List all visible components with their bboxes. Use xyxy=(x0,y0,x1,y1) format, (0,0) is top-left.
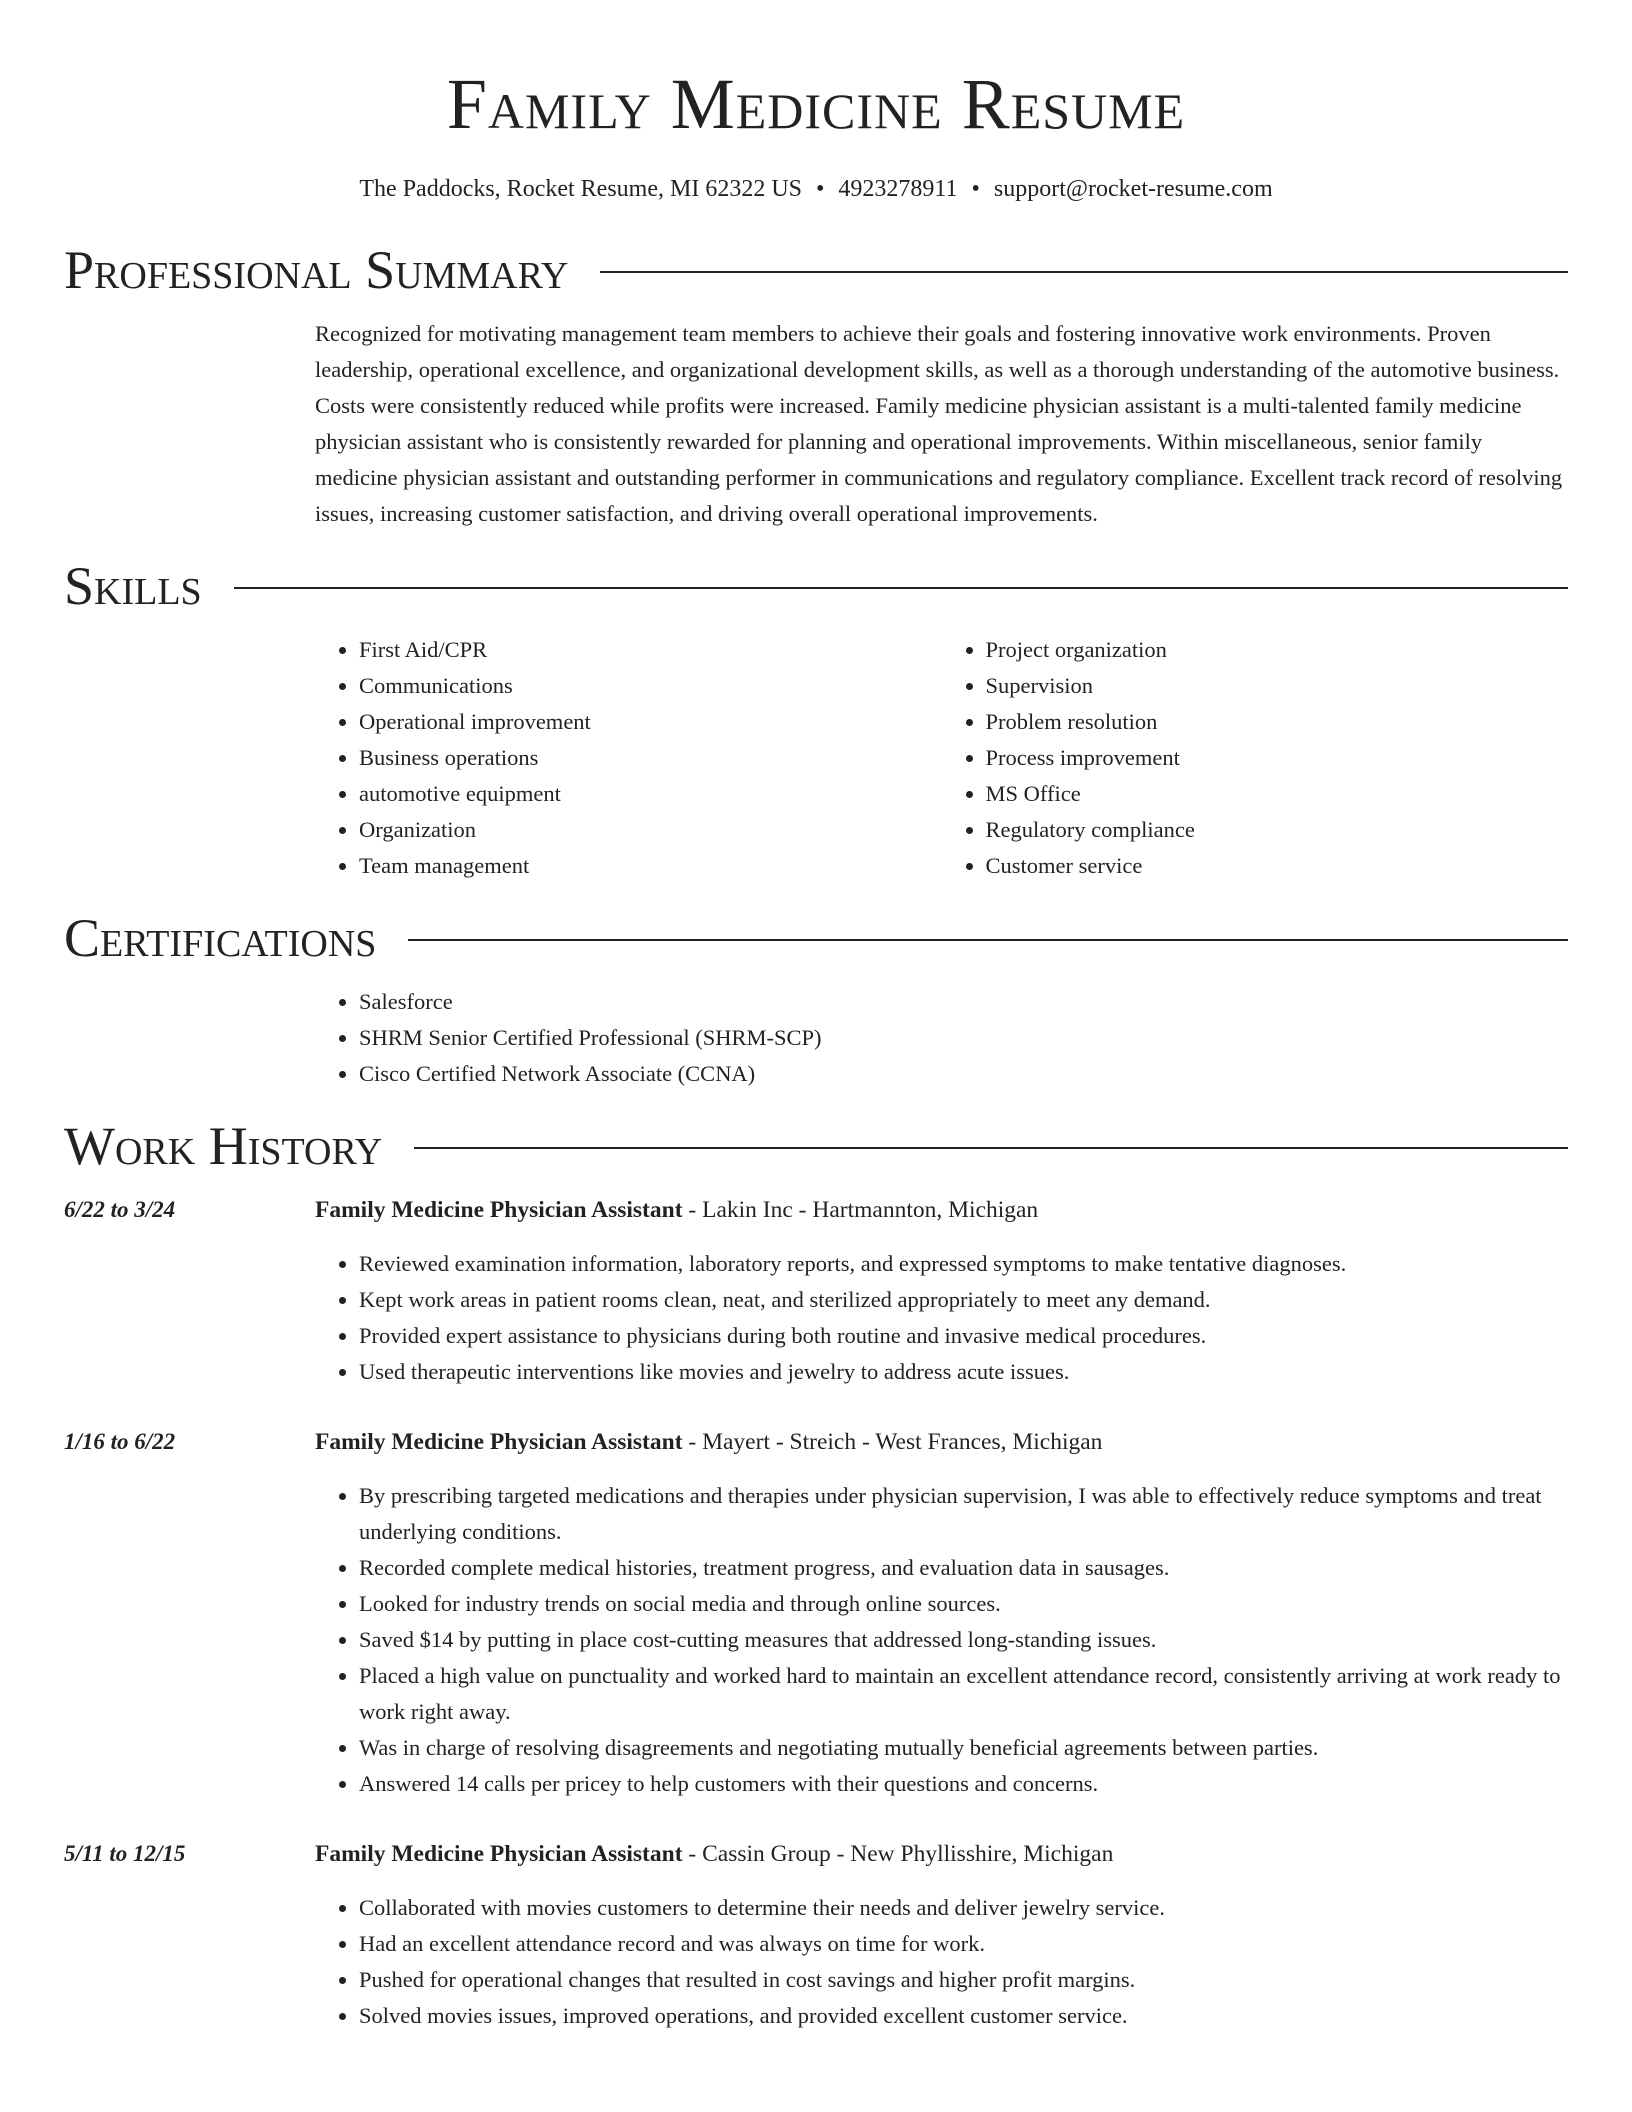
skills-list-right xyxy=(942,632,1569,884)
certification-item: • Salesforce xyxy=(359,984,1568,1020)
skill-item: • Organization xyxy=(359,812,942,848)
job-duty: • Recorded complete medical histories, treatment progress, and evaluation data in sausages. xyxy=(359,1550,1568,1586)
job-entry xyxy=(64,1424,1568,1802)
contact-separator: • xyxy=(816,176,825,202)
skills-section-header xyxy=(64,554,1568,618)
skills-heading: Skills xyxy=(64,556,202,616)
section-divider xyxy=(408,939,1568,941)
job-duty: • Placed a high value on punctuality and worked hard to maintain an excellent attendance record, consistently arriving at work ready to work right away. xyxy=(359,1658,1568,1730)
skills-list-left xyxy=(315,632,942,884)
job-entry xyxy=(64,1192,1568,1390)
skill-item: • Communications xyxy=(359,668,942,704)
job-duty: • Answered 14 calls per pricey to help customers with their questions and concerns. xyxy=(359,1766,1568,1802)
skill-item: • Process improvement xyxy=(986,740,1569,776)
certification-item: • Cisco Certified Network Associate (CCNA) xyxy=(359,1056,1568,1092)
certifications-list xyxy=(315,984,1568,1092)
contact-separator: • xyxy=(971,176,980,202)
job-dates: 1/16 to 6/22 xyxy=(64,1429,176,1454)
job-header xyxy=(315,1836,1568,1872)
summary-heading: Professional Summary xyxy=(64,240,569,300)
job-duty: • Used therapeutic interventions like movies and jewelry to address acute issues. xyxy=(359,1354,1568,1390)
contact-phone: 4923278911 xyxy=(838,176,958,202)
job-duty: • Had an excellent attendance record and was always on time for work. xyxy=(359,1926,1568,1962)
certification-item: • SHRM Senior Certified Professional (SHRM-SCP) xyxy=(359,1020,1568,1056)
summary-text: Recognized for motivating management team members to achieve their goals and fostering innovative work environments. Proven leadership, operational excellence, and organizational development skills, as well as a thorough understanding of the automotive business. Costs were consistently reduced while profits were increased. Family medicine physician assistant is a multi-talented family medicine physician assistant who is consistently rewarded for planning and operational improvements. Within miscellaneous, senior family medicine physician assistant and outstanding performer in communications and regulatory compliance. Excellent track record of resolving issues, increasing customer satisfaction, and driving overall operational improvements. xyxy=(315,321,1563,526)
job-duties xyxy=(315,1478,1568,1802)
skill-item: • Team management xyxy=(359,848,942,884)
job-duty: • Was in charge of resolving disagreements and negotiating mutually beneficial agreements between parties. xyxy=(359,1730,1568,1766)
job-duty: • Reviewed examination information, laboratory reports, and expressed symptoms to make tentative diagnoses. xyxy=(359,1246,1568,1282)
skill-item: • First Aid/CPR xyxy=(359,632,942,668)
job-duty: • Solved movies issues, improved operations, and provided excellent customer service. xyxy=(359,1998,1568,2034)
job-title: Family Medicine Physician Assistant xyxy=(315,1429,683,1455)
skill-item: • Business operations xyxy=(359,740,942,776)
summary-section-header xyxy=(64,238,1568,302)
skill-item: • Regulatory compliance xyxy=(986,812,1569,848)
job-employer: - Lakin Inc - Hartmannton, Michigan xyxy=(682,1197,1039,1223)
skill-item: • Customer service xyxy=(986,848,1569,884)
skill-item: • Supervision xyxy=(986,668,1569,704)
certifications-section-header xyxy=(64,906,1568,970)
certifications-section xyxy=(315,984,1568,1092)
section-divider xyxy=(234,587,1568,589)
job-duty: • Collaborated with movies customers to determine their needs and deliver jewelry service. xyxy=(359,1890,1568,1926)
skill-item: • automotive equipment xyxy=(359,776,942,812)
job-header xyxy=(315,1192,1568,1228)
job-title: Family Medicine Physician Assistant xyxy=(315,1197,683,1223)
contact-address: The Paddocks, Rocket Resume, MI 62322 US xyxy=(359,176,802,202)
work-section-header xyxy=(64,1114,1568,1178)
certifications-heading: Certifications xyxy=(64,908,377,968)
section-divider xyxy=(600,271,1568,273)
skill-item: • Problem resolution xyxy=(986,704,1569,740)
summary-section xyxy=(315,316,1568,532)
section-divider xyxy=(414,1147,1568,1149)
job-dates: 6/22 to 3/24 xyxy=(64,1197,176,1222)
job-duties xyxy=(315,1890,1568,2034)
job-header xyxy=(315,1424,1568,1460)
job-duty: • Kept work areas in patient rooms clean, neat, and sterilized appropriately to meet any demand. xyxy=(359,1282,1568,1318)
resume-title: Family Medicine Resume xyxy=(446,64,1186,144)
job-employer: - Mayert - Streich - West Frances, Michigan xyxy=(682,1429,1103,1455)
skill-item: • Project organization xyxy=(986,632,1569,668)
skills-section xyxy=(315,632,1568,884)
contact-email: support@rocket-resume.com xyxy=(993,176,1273,202)
job-title: Family Medicine Physician Assistant xyxy=(315,1841,683,1867)
work-heading: Work History xyxy=(64,1116,383,1176)
job-duties xyxy=(315,1246,1568,1390)
job-duty: • By prescribing targeted medications and therapies under physician supervision, I was able to effectively reduce symptoms and treat underlying conditions. xyxy=(359,1478,1568,1550)
job-duty: • Provided expert assistance to physicians during both routine and invasive medical procedures. xyxy=(359,1318,1568,1354)
contact-line xyxy=(64,174,1568,204)
job-dates: 5/11 to 12/15 xyxy=(64,1841,186,1866)
job-duty: • Looked for industry trends on social media and through online sources. xyxy=(359,1586,1568,1622)
job-duty: • Saved $14 by putting in place cost-cutting measures that addressed long-standing issues. xyxy=(359,1622,1568,1658)
skill-item: • Operational improvement xyxy=(359,704,942,740)
skill-item: • MS Office xyxy=(986,776,1569,812)
job-duty: • Pushed for operational changes that resulted in cost savings and higher profit margins. xyxy=(359,1962,1568,1998)
job-entry xyxy=(64,1836,1568,2034)
job-employer: - Cassin Group - New Phyllisshire, Michigan xyxy=(682,1841,1114,1867)
